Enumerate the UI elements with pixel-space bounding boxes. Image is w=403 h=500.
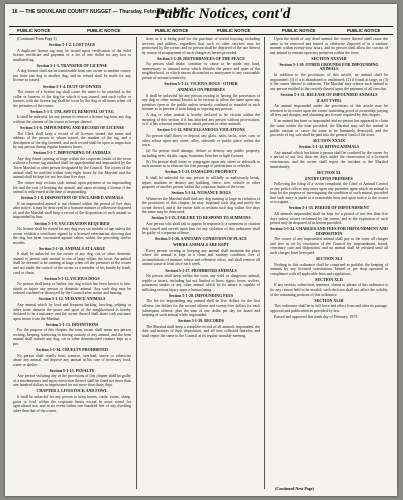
section-heading: Section 5-1-3. TRANSFER OF LICENSE [36,62,108,68]
notice-paragraph: No person shall keep within the town any wild or dangerous animal, reptile or insect, including but not limited to lions, tigers, bears, wolves, poisonous snakes or any other animal which by its nature is capable of inflicting serious injury upon a human being. [142,274,260,292]
section-heading: SECTION XXXIX [312,138,346,144]
notice-paragraph: A dog license shall not be transferable from one owner to another owner, nor from one dog to another dog, and no refund shall be made for any license so issued. [13,69,131,83]
notice-paragraph: No person shall cruelly beat, torment, overload, starve or otherwise abuse any animal, nor deprive any animal in his care of necessary food, water or shelter. [13,353,131,367]
newspaper-page [5,4,397,496]
notice-paragraph: If an animal has been so impounded and no person has appeared to claim the same within the time provided, the Marshal may sell the animal at public auction or cause the same to be humanely destroyed, and the proceeds of any sale shall be paid into the general fund of the town. [270,119,388,138]
section-heading: ANIMALS ON PREMISES [177,87,225,93]
notice-paragraph: The Marshal shall keep a complete record of all animals impounded, the date and manner of their disposition, and all fees collected therefor, and shall report the same to the Council at its regular monthly meeting. [142,324,260,338]
notice-paragraph: Whenever the Marshal shall find any dog running at large in violation of the provisions of this chapter, he may impound such dog and notify the owner thereof, and if the owner fails to reclaim such dog within five days the same may be destroyed. [142,196,260,215]
notice-paragraph: No person shall keep or harbor any dog which has been known to bite, attack or injure any person or domestic animal. Any such dog may be ordered confined or destroyed by the Council after notice and hearing. [13,282,131,296]
section-heading: Section 5-1-15. PENALTY [49,367,95,373]
section-heading: Section 5-1-13. DEFINITIONS [45,321,99,327]
notice-paragraph: This ordinance shall be in full force and effect from and after its passage, approval and publication as provided by law. [270,304,388,313]
section-heading: SECTION XXXVIII [311,55,347,61]
notice-paragraph: (Continued From Page 5) [17,37,57,41]
section-heading: Section 5-1-11. VICIOUS DOGS [44,275,100,281]
notice-paragraph: Any person who shall fail to appear in response to a summons or citation duly issued and served upon him for any violation of this ordinance shall be guilty of a separate offense. [142,222,260,236]
notice-paragraph: It shall be unlawful for any person to willfully or maliciously break, injure, mutilate or destroy any building, fence, tree, vehicle or other property of another person within the corporate limits of the town. [142,176,260,190]
section-heading: CHAPTER 2. LIVESTOCK AND FOWL [36,388,108,394]
section-heading: Section 5-1-23. DAMAGING PROPERTY [164,169,238,175]
notice-paragraph: Any animal which by loud and frequent barking, howling, yelping or other noise disturbs the peace and quiet of the neighborhood is hereby declared to be a nuisance, and the owner thereof shall abate such nuisance upon notice from the Marshal. [13,302,131,321]
column-3-subhead-left: PUBLIC NOTICE [282,28,316,33]
notice-paragraph: Nothing in this ordinance shall be construed to prohibit the keeping of animals by any licensed veterinarian, kennel or pet shop operated in compliance with all applicable laws and regulations. [270,262,388,276]
notice-paragraph: The fee for impounding any animal shall be five dollars for the first offense, ten dollars for the second offense and twenty-five dollars for each subsequent offense, plus the sum of one dollar per day for board and keeping of such animal while impounded. [142,299,260,318]
section-heading: SECTION XLI [315,256,343,262]
notice-paragraph: Any person violating any of the provisions of this chapter shall be guilty of a misdemeanor and upon conviction thereof shall be fined not more than one hundred dollars or imprisoned for not more than thirty days. [13,374,131,388]
section-heading: Section 5-1-28. IMPOUNDING FEES [168,292,234,298]
section-heading: Section 5-1-24. NUISANCE DOGS [171,190,231,196]
section-heading: Section 5-1-8. DISPOSITION OF UNCLAIMED ANIMALS [20,195,124,201]
section-heading: SECTION XLIII [314,297,344,303]
notice-paragraph: It shall be unlawful for the owner of any dog, cat, or other domestic animal to permit such animal to run at large within the town. An animal shall be deemed to be running at large when off the premises of the owner and not under the control of the owner or a member of his family by leash, cord or chain. [13,252,131,275]
notice-paragraph: No license shall be issued for any dog over six months of age unless the owner exhibits a certificate signed by a licensed veterinarian showing that the dog has been vaccinated against rabies within the preceding twelve months. [13,227,131,245]
notice-paragraph: If an impounded animal is not claimed within the period of five days after notice, it may be destroyed in a humane manner or otherwise disposed of, and the Marshal shall keep a record of the disposition of each animal so impounded by him. [13,201,131,220]
notice-paragraph: A dog or other animal is hereby declared to be vicious within the meaning of this section if it has attacked any person without provocation, or if it has a known tendency to attack persons or other animals. [142,113,260,127]
page-title: Public Notices, cont'd [155,6,291,22]
folio-line: 16 — THE SIOUXLAND COUNTY NUGGET — Thursday, February 20, 1975 [12,9,187,15]
column-1-subhead-left: PUBLIC NOTICE [17,28,51,33]
notice-paragraph: The owner of a license tag shall cause the same to be attached to the collar or harness of the dog for which it was issued, and such collar or harness with the license tag shall be worn by the dog at all times when off the premises of the owner. [13,90,131,108]
notice-paragraph: It shall be unlawful for any person to keep horses, cattle, swine, sheep, goats or fowl within the corporate limits except in areas zoned for agricultural use, and in no event within one hundred feet of any dwelling other than that of the owner. [13,394,131,413]
notice-paragraph: Upon the death of any dead animal, the owner thereof shall cause the same to be removed and buried or otherwise disposed of in a sanitary manner within twenty-four hours, and no person shall allow the carcass of any animal to remain upon any premises within the town. [270,37,388,55]
section-heading: Section 5-1-21. VICIOUS DOGS - OTHER [164,80,238,86]
notice-paragraph: It shall be unlawful for any person owning or having the possession of any dog or other animal known to be vicious to allow the same upon any premises open to the public unless securely confined or muzzled in such manner as to prevent it from biting or injuring any person. [142,93,260,112]
section-heading: Section 5-1-5. UNLAWFUL REMOVAL OF TAG [30,108,114,114]
notice-paragraph: The owner of any impounded animal shall pay to the town all charges and fees as set by resolution of the Council for impoundment, board, veterinary care and disposition, and no animal shall be released until all such charges have been paid. [270,237,388,256]
section-heading: (LAST TYPE) [316,97,342,103]
notice-paragraph: Following the filing of a sworn complaint, the Chief of Animal Control or any police officer may enter upon any premises upon which an animal is kept for the purpose of investigating the condition of such animal, provided that such entry is made at a reasonable hour and upon notice to the owner or occupant. [270,182,388,205]
section-heading: Section 5-1-14. CRUELTY PROHIBITED [36,346,108,352]
page-header [5,4,397,28]
notice-paragraph: An animal impounded under the provisions of this article may be released to its owner upon the owner furnishing proof of ownership, paying all fees and charges, and obtaining any license required by this chapter. [270,104,388,118]
section-heading: ENTRY UPON PREMISES [305,175,353,181]
column-separator [136,37,137,489]
section-heading: Section 5-1-12. NUISANCE ANIMALS [38,296,106,302]
notice-paragraph: A duplicate license tag may be issued upon verification of the valid license certificate and payment of a fee of one dollar for any lost or mutilated tag. [13,48,131,62]
column-1-subhead-right: PUBLIC NOTICE [87,28,121,33]
section-heading: Section 5-1-34. CHARGES AND FEES FOR IMPOUNDMENT AND DISPOSITION [270,226,388,236]
section-heading: Section 5-1-29. RECORDS [178,318,224,324]
column-separator [264,37,265,489]
section-heading: Section 5-1-25. FAILURE TO RESPOND TO SUMMONS [151,215,251,221]
column-3-subhead-right: PUBLIC NOTICE [347,28,381,33]
notice-paragraph: No person shall make, continue or cause to be made any loud, unnecessary or unusual noise which disturbs the peace and quiet of the neighborhood, or which causes discomfort or annoyance to any reasonable person of normal sensitivity. [142,62,260,80]
notice-paragraph: For the purpose of this chapter, the term owner shall mean any person owning, keeping, harboring or having custody of any animal, and the term animal shall include any dog, cat or other domesticated creature kept as a pet. [13,328,131,346]
section-heading: SECTION XL [316,169,342,175]
section-heading: Section 5-1-31. RELEASE OF IMPOUNDED ANIMALS [280,91,378,97]
notice-paragraph: (b) No person shall loiter or congregate upon any street or sidewalk in such manner as to obstruct the free passage of pedestrians or vehicles. [142,159,260,169]
section-heading: Section 5-1-4. DUTY OF OWNER [42,83,102,89]
notice-paragraph: If any section, subsection, sentence, clause or phrase of this ordinance is for any reason held to be invalid, such decision shall not affect the validity of the remaining portions of this ordinance. [270,283,388,297]
notice-column-1 [13,37,131,489]
section-heading: SECTION XLII [315,276,343,282]
notice-column-3 [270,37,388,489]
section-heading: WHERE ANIMALS ARE KEPT [172,242,230,248]
notice-paragraph: The Clerk shall keep a record of all licenses issued, the name and address of the person to whom issued, the number of the tag, and a description of the dog licensed, and such record shall be open to inspection by any person during regular business hours. [13,131,131,150]
section-heading: Section 5-1-10. ANIMALS AT LARGE [39,245,105,251]
section-heading: Section 5-1-7. IMPOUNDING OF ANIMALS [33,150,111,156]
notice-paragraph: Any dog found running at large within the corporate limits of the town without a license tag attached shall be apprehended and impounded by the Town Marshal or other person designated by the Council. The owner of the animal shall be notified within forty-eight hours by the Marshal and the animal shall be kept for not less than five days. [13,156,131,180]
notice-paragraph: tions as it is being paid for the purchase of useful housing, including services and utilities, regardless that such or other services may be performed by the owner, and no person shall be deprived of the use thereof by reason of nonpayment of such charges as herein provided. [142,37,260,55]
section-heading: Section 5-1-26. SANITARY CONDITION OF PLACE [155,236,247,242]
header-rule [9,26,393,27]
notice-paragraph: Passed and approved this tenth day of February, 1975. [274,314,359,319]
notice-paragraph: All animals impounded shall be kept for a period of not less than five days unless sooner reclaimed by the owner, and at the expiration of such period may be disposed of as herein provided. [270,212,388,226]
notice-paragraph: No person shall throw or deposit any glass, nails, tacks, wire, cans or other refuse upon any street, alley, sidewalk or public place within the town. [142,134,260,148]
notice-paragraph: It shall be unlawful for any person to remove a license tag from any dog without the consent of the owner or keeper thereof. [13,115,131,124]
section-heading: Section 5-1-9. VACCINATION REQUIRED [34,220,110,226]
section-heading: Section 5-1-6. IMPOUNDING AND RECORD OF LICENSE [20,124,124,130]
section-heading: Section 5-1-33. PERIOD OF IMPOUNDMENT [288,205,370,211]
notice-paragraph: Any animal which has bitten a person shall be confined by the owner for a period of not less than ten days under the observation of a licensed veterinarian, and the owner shall report the incident to the Marshal immediately. [270,150,388,169]
section-heading: Section 5-1-30. OTHER GROUNDS FOR IMPOUNDING ANIMALS [279,61,379,72]
notice-column-2 [142,37,260,489]
column-2-subhead-right: PUBLIC NOTICE [217,28,251,33]
notice-paragraph: The owner may reclaim such animal upon payment of an impounding fee and the cost of keeping the animal, and upon securing a license if the animal is unlicensed at the time of impounding. [13,181,131,195]
notice-paragraph: Every person owning or keeping any animal shall maintain the place where the animal is kept in a clean and sanitary condition, free of accumulations of manure, refuse and offensive odors, and shall remove all animal waste at least once each week. [142,248,260,267]
notice-paragraph: (a) No person shall damage, deface or destroy any public property, including trees, shrubs, signs, fountains, benches or light fixtures. [142,149,260,158]
section-heading: Section 5-1-22. MISCELLANEOUS VIOLATIONS [157,127,245,133]
section-heading: Section 5-1-32. BITING ANIMALS [298,144,360,150]
column-2-subhead-left: PUBLIC NOTICE [155,28,189,33]
section-heading: Section 5-1-20. DISTURBANCES OF THE PEACE [157,55,245,61]
continued-footer: (Continued Next Page) [275,486,314,491]
subhead-rule [9,34,393,35]
section-heading: Section 5-1-2. LOST TAGS [48,42,96,48]
notice-paragraph: In addition to the provisions of this article, an animal shall be impounded: (1) if it is abandoned or unclaimed; (2) if found at large; or (3) if the owner thereof is unknown. The Marshal may release such animal to any person entitled to the custody thereof upon the payment of all fees due. [270,72,388,91]
section-heading: Section 5-1-27. PROHIBITED ANIMALS [165,267,237,273]
